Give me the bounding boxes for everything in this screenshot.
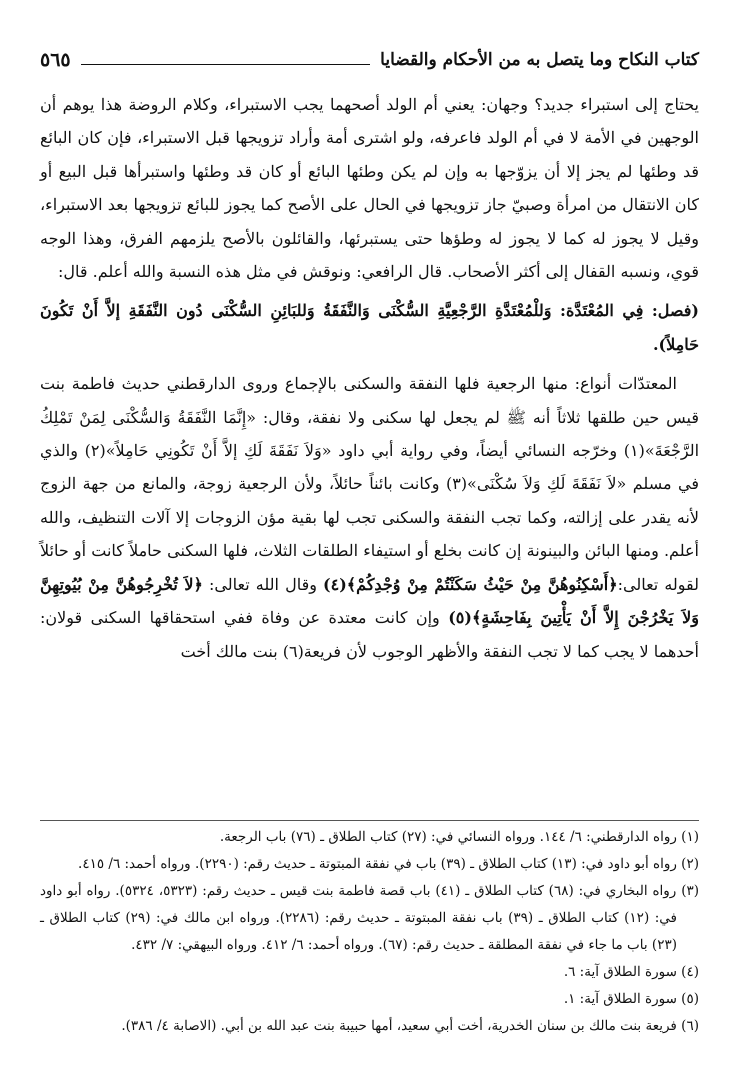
quran-verse-2: ﴿لاَ تُخْرِجُوهُنَّ مِنْ بُيُوتِهِنَّ وَلاَ يَخْرُجْنَ إِلاَّ أَنْ يَأْتِينَ بِفَاحِشَةٍ﴾(٥) [40,574,700,628]
page-header [40,42,699,78]
paragraph-wafat: وإن كانت معتدة عن وفاة ففي استحقاقها السكنى قولان: أحدهما لا يجب كما لا تجب النفقة والأظهر الوجوب لأن فريعة(٦) بنت مالك أخت [40,608,699,661]
paragraph-istibra: يحتاج إلى استبراء جديد؟ وجهان: يعني أم الولد أصحهما يجب الاستبراء، وكلام الروضة هذا يوهم أن الوجهين في الأمة لا في أم الولد فاعرفه، ولو اشترى أمة وأراد تزويجها قبل الاستبراء، فإن كان البائع قد وطئها لم يجز إلا أن يزوّجها به وإن لم يكن وطئها البائع أو كان قد وطئها واستبرأها قبل البيع أو كان الانتقال من امرأة وصبيّ جاز تزويجها في الحال على الأصح كما يجوز للبائع تزويجها بعد الاستبراء، وقيل لا يجوز له كما لا يجوز له وطؤها حتى يستبرئها، والقائلون بالأصح يلزمهم الفرق، وهذا الوجه قوي، ونسبه القفال إلى أكثر الأصحاب. قال الرافعي: ونوقش في مثل هذه النسبة والله أعلم. قال: [40,95,700,282]
paragraph-connector: وقال الله تعالى: [202,574,324,594]
header-rule [81,64,371,65]
main-text [40,88,699,668]
section-heading-muatadda: (فصل: فِي المُعْتَدَّة: وَللْمُعْتَدَّةِ الرَّجْعِيَّةِ السُّكْنَى وَالنَّفَقَةُ وَللبَائِنِ السُّكْنَى دُون النَّفَقَةِ إلاَّ أَنْ تَكُونَ حَامِلاً). [40,301,699,354]
paragraph-nafaqa [40,367,699,668]
footnote-2: (٢) رواه أبو داود في: (١٣) كتاب الطلاق ـ (٣٩) باب في نفقة المبتوتة ـ حديث رقم: (٢٢٩٠). ورواه أحمد: ٦/ ٤١٥. [78,856,699,872]
paragraph-nafaqa-text: المعتدّات أنواع: منها الرجعية فلها النفقة والسكنى بالإجماع وروى الدارقطني حديث فاطمة بنت قيس حين طلقها ثلاثاً أنه ﷺ لم يجعل لها سكنى ولا نفقة، وقال: «إِنَّمَا النَّفَقَةُ وَالسُّكْنَى لِمَنْ تَمْلِكُ الرَّجْعَةَ»(١) وخرّجه النسائي أيضاً، وفي رواية أبي داود «وَلاَ نَفَقَةَ لَكِ إلاَّ أَنْ تَكُونِي حَامِلاً»(٢) والذي في مسلم «لاَ نَفَقَةَ لَكِ وَلاَ سُكْنَى»(٣) وكانت بائناً حائلاً، ولأن الرجعية زوجة، والمانع من جهة الزوج لأنه يقدر على إزالته، وكما تجب النفقة والسكنى تجب لها بقية مؤن الزوجات إلا آلات التنظيف، والله أعلم. ومنها البائن والبينونة إن كانت بخلع أو استيفاء الطلقات الثلاث، فلها السكنى حاملاً كانت أو حائلاً لقوله تعالى: [40,374,700,594]
footnote-separator [40,820,699,821]
footnote-4: (٤) سورة الطلاق آية: ٦. [563,964,699,980]
quran-verse-1: ﴿أَسْكِنُوهُنَّ مِنْ حَيْثُ سَكَنْتُمْ مِنْ وُجْدِكُمْ﴾(٤) [323,574,618,594]
page-number: ٥٦٥ [40,49,71,71]
footnotes [40,824,699,1040]
footnote-1: (١) رواه الدارقطني: ٦/ ١٤٤. ورواه النسائي في: (٢٧) كتاب الطلاق ـ (٧٦) باب الرجعة. [219,829,699,845]
footnote-3: (٣) رواه البخاري في: (٦٨) كتاب الطلاق ـ (٤١) باب قصة فاطمة بنت قيس ـ حديث رقم: (٥٣٢٣، ٥٣٢٤). رواه أبو داود في: (١٢) كتاب الطلاق ـ (٣٩) باب نفقة المبتوتة ـ حديث رقم: (٢٢٨٦). ورواه ابن مالك في: (٢٩) كتاب الطلاق ـ (٢٣) باب ما جاء في نفقة المطلقة ـ حديث رقم: (٦٧). ورواه أحمد: ٦/ ٤١٢. ورواه البيهقي: ٧/ ٤٣٢. [40,883,700,953]
running-title: كتاب النكاح وما يتصل به من الأحكام والقضايا [380,50,699,70]
footnote-6: (٦) فريعة بنت مالك بن سنان الخدرية، أخت أبي سعيد، أمها حبيبة بنت عبد الله بن أبي. (الاصابة ٤/ ٣٨٦). [121,1018,699,1034]
footnote-5: (٥) سورة الطلاق آية: ١. [563,991,699,1007]
